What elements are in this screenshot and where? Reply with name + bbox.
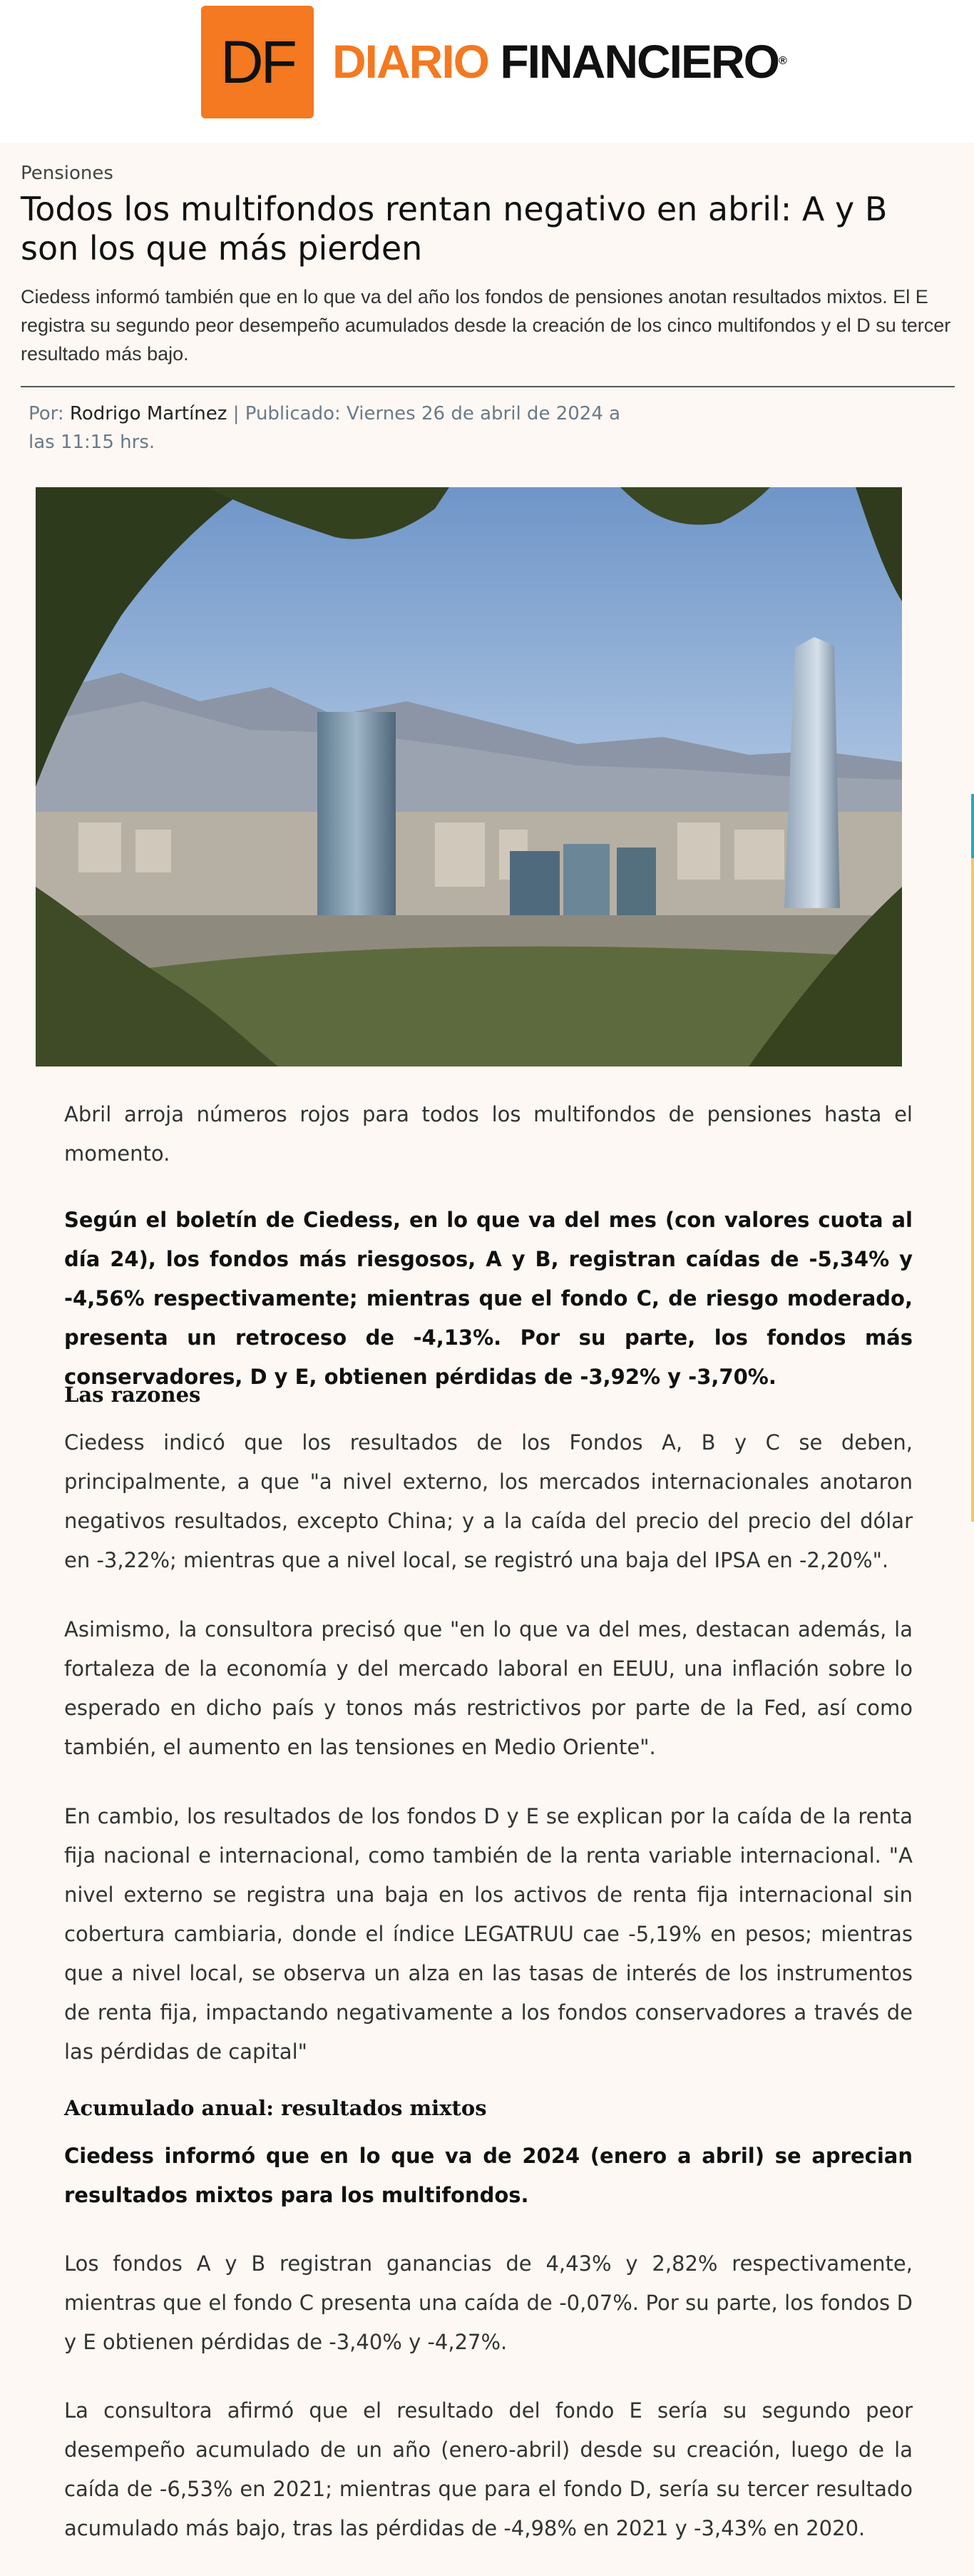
paragraph-1: Abril arroja números rojos para todos los multifondos de pensiones hasta el momento. — [64, 1102, 913, 1166]
section-link[interactable]: Pensiones — [21, 163, 113, 184]
logo-word-financiero: FINANCIERO — [500, 35, 779, 88]
hero-image — [36, 487, 902, 1066]
article-title: Todos los multifondos rentan negativo en abril: A y B son los que más pierden — [21, 190, 888, 268]
title-divider — [21, 386, 955, 387]
publish-date: Publicado: Viernes 26 de abril de 2024 a las 11:15 hrs. — [29, 403, 621, 453]
santiago-skyline-photo — [36, 487, 902, 1066]
byline-by-label: Por: — [29, 403, 64, 424]
paragraph-5: En cambio, los resultados de los fondos D y E se explican por la caída de la renta fija nacional e internacional, como también de la renta variable internacional. "A nivel externo se registra una baja en los activos de renta fija internacional sin cobertura cambiaria, donde el índice LEGATRUU cae -5,19% en pesos; mientras que a nivel local, se observa un alza en las tasas de interés de los instrumentos de renta fija, impactando negativamente a los fondos conservadores a través de las pérdidas de capital" — [64, 1804, 913, 2064]
paragraph-7: Los fondos A y B registran ganancias de 4,43% y 2,82% respectivamente, mientras que el fondo C presenta una caída de -0,07%. Por su parte, los fondos D y E obtienen pérdidas de -3,40% y -4,27%. — [64, 2251, 913, 2354]
registered-mark: ® — [779, 55, 786, 67]
df-logo-icon[interactable]: DF — [201, 6, 314, 118]
logo-word-diario: DIARIO — [332, 35, 488, 88]
paragraph-6: Ciedess informó que en lo que va de 2024 (enero a abril) se aprecian resultados mixtos para los multifondos. — [64, 2144, 913, 2207]
side-scroll-accent — [971, 794, 974, 1522]
paragraph-4: Asimismo, la consultora precisó que "en lo que va del mes, destacan además, la fortaleza de la economía y del mercado laboral en EEUU, una inflación sobre lo esperado en dicho país y tonos más restrictivos por parte de la Fed, así como también, el aumento en las tensiones en Medio Oriente". — [64, 1617, 913, 1759]
byline-separator: | — [232, 403, 240, 424]
subheading-acumulado: Acumulado anual: resultados mixtos — [64, 2096, 487, 2120]
side-scroll-thumb[interactable] — [971, 794, 974, 858]
paragraph-8: La consultora afirmó que el resultado del fondo E sería su segundo peor desempeño acumulado de un año (enero-abril) desde su creación, luego de la caída de -6,53% en 2021; mientras que para el fondo D, sería su tercer resultado acumulado más bajo, tras las pérdidas de -4,98% en 2021 y -3,43% en 2020. — [64, 2398, 913, 2540]
article-byline — [29, 399, 627, 457]
site-header — [0, 0, 974, 143]
site-name-logo[interactable] — [332, 33, 786, 90]
paragraph-2: Según el boletín de Ciedess, en lo que va del mes (con valores cuota al día 24), los fondos más riesgosos, A y B, registran caídas de -5,34% y -4,56% respectivamente; mientras que el fondo C, de riesgo moderado, presenta un retroceso de -4,13%. Por su parte, los fondos más conservadores, D y E, obtienen pérdidas de -3,92% y -3,70%. — [64, 1208, 913, 1389]
article-lead: Ciedess informó también que en lo que va del año los fondos de pensiones anotan resultados mixtos. El E registra su segundo peor desempeño acumulados desde la creación de los cinco multifondos y el D su tercer resultado más bajo. — [21, 286, 951, 365]
paragraph-3: Ciedess indicó que los resultados de los Fondos A, B y C se deben, principalmente, a que "a nivel externo, los mercados internacionales anotaron negativos resultados, excepto China; y a la caída del precio del precio del dólar en -3,22%; mientras que a nivel local, se registró una baja del IPSA en -2,20%". — [64, 1430, 913, 1572]
subheading-razones: Las razones — [64, 1383, 201, 1407]
author-link[interactable]: Rodrigo Martínez — [69, 403, 227, 424]
